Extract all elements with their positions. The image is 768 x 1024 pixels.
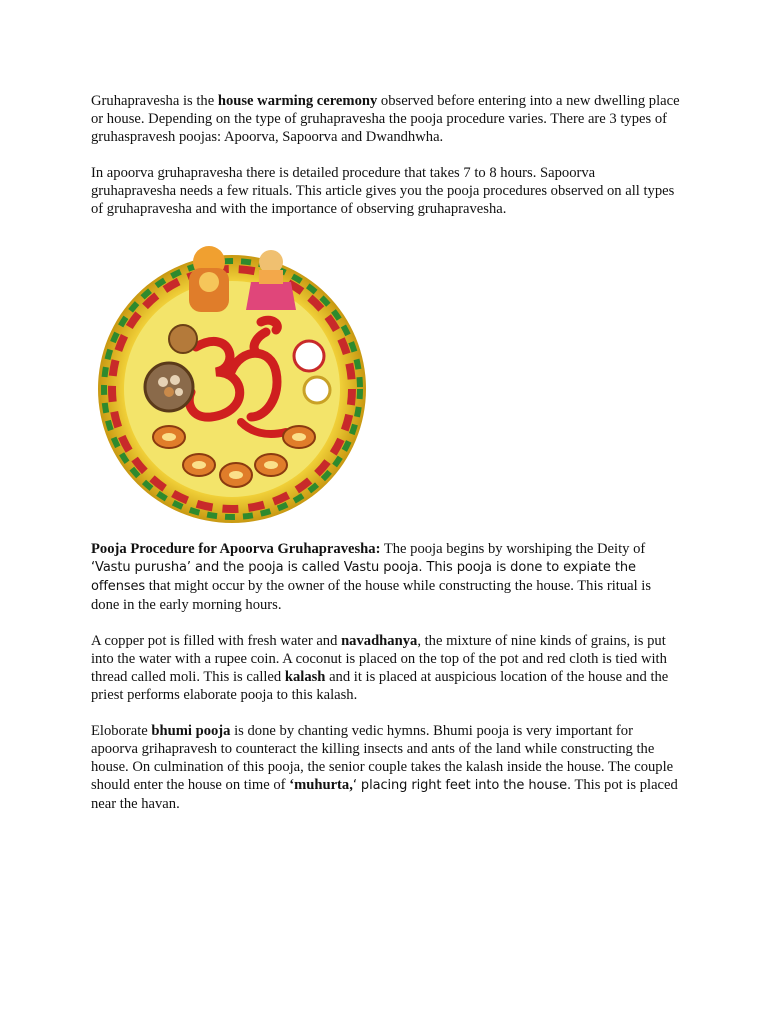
document-page (91, 92, 681, 831)
section1-paragraph (91, 540, 681, 614)
section2-text-c: , the mixture of nine kinds of grains, is put into the water with a rupee coin. A coconut is placed on the top of the pot and red cloth is tied with thread called moli. This is called (91, 633, 667, 685)
section1-text-b: ‘Vastu purusha’ and the pooja is called Vastu pooja. This pooja is done to expiate the offenses (91, 560, 636, 594)
section1-heading: Pooja Procedure for Apoorva Gruhapravesha: (91, 541, 381, 557)
section1-text-a: The pooja begins by worshiping the Deity of (380, 541, 646, 557)
section2-text-a: A copper pot is filled with fresh water and (91, 633, 342, 649)
white-bowl-1 (294, 341, 324, 371)
intro-text-end: observed before entering into a new dwelling place or house. Depending on the type of gruhapravesha the pooja procedure varies. There are 3 types of gruhaspravesh poojas: Apoorva, Sapoorva and Dwandhwha. (91, 93, 680, 145)
navadhanya-term: navadhanya (341, 633, 418, 649)
section3-paragraph (91, 722, 681, 813)
kalash-term: kalash (284, 669, 326, 685)
section3-text-f: This pot is placed near the havan. (91, 777, 678, 812)
section3-text-c: is done by chanting vedic hymns. Bhumi pooja is very important for apoorva grihapravesh to counteract the killing insects and ants of the land while constructing the house. On culmination of this pooja, the senior couple takes the kalash inside the house. The couple should enter the house on time of (91, 723, 674, 793)
section2-text-e: and it is placed at auspicious location of the house and the priest performs elaborate pooja to this kalash. (91, 669, 669, 703)
pooja-thali-image (91, 232, 373, 524)
ganesha-figure (189, 246, 229, 312)
section3-text-e: ‘ placing right feet into the house. (352, 778, 572, 793)
kumkum-bowl (169, 325, 197, 353)
thali-illustration (91, 232, 373, 524)
section3-text-a: Eloborate (91, 723, 152, 739)
intro-bold-term: house warming ceremony (217, 93, 378, 109)
intro-text-start: Gruhapravesha is the (91, 93, 218, 109)
intro-paragraph-1 (91, 92, 681, 146)
muhurta-term: ‘muhurta, (289, 777, 353, 793)
section2-paragraph (91, 632, 681, 704)
section1-text-c: that might occur by the owner of the house while constructing the house. This ritual is done in the early morning hours. (91, 578, 652, 613)
bhumi-pooja-term: bhumi pooja (151, 723, 231, 739)
intro-paragraph-2: In apoorva gruhapravesha there is detailed procedure that takes 7 to 8 hours. Sapoorva gruhapravesha needs a few rituals. This article gives you the pooja procedures observed on all types of gruhapravesha and with the importance of observing gruhapravesha. (91, 165, 675, 217)
white-bowl-2 (304, 377, 330, 403)
